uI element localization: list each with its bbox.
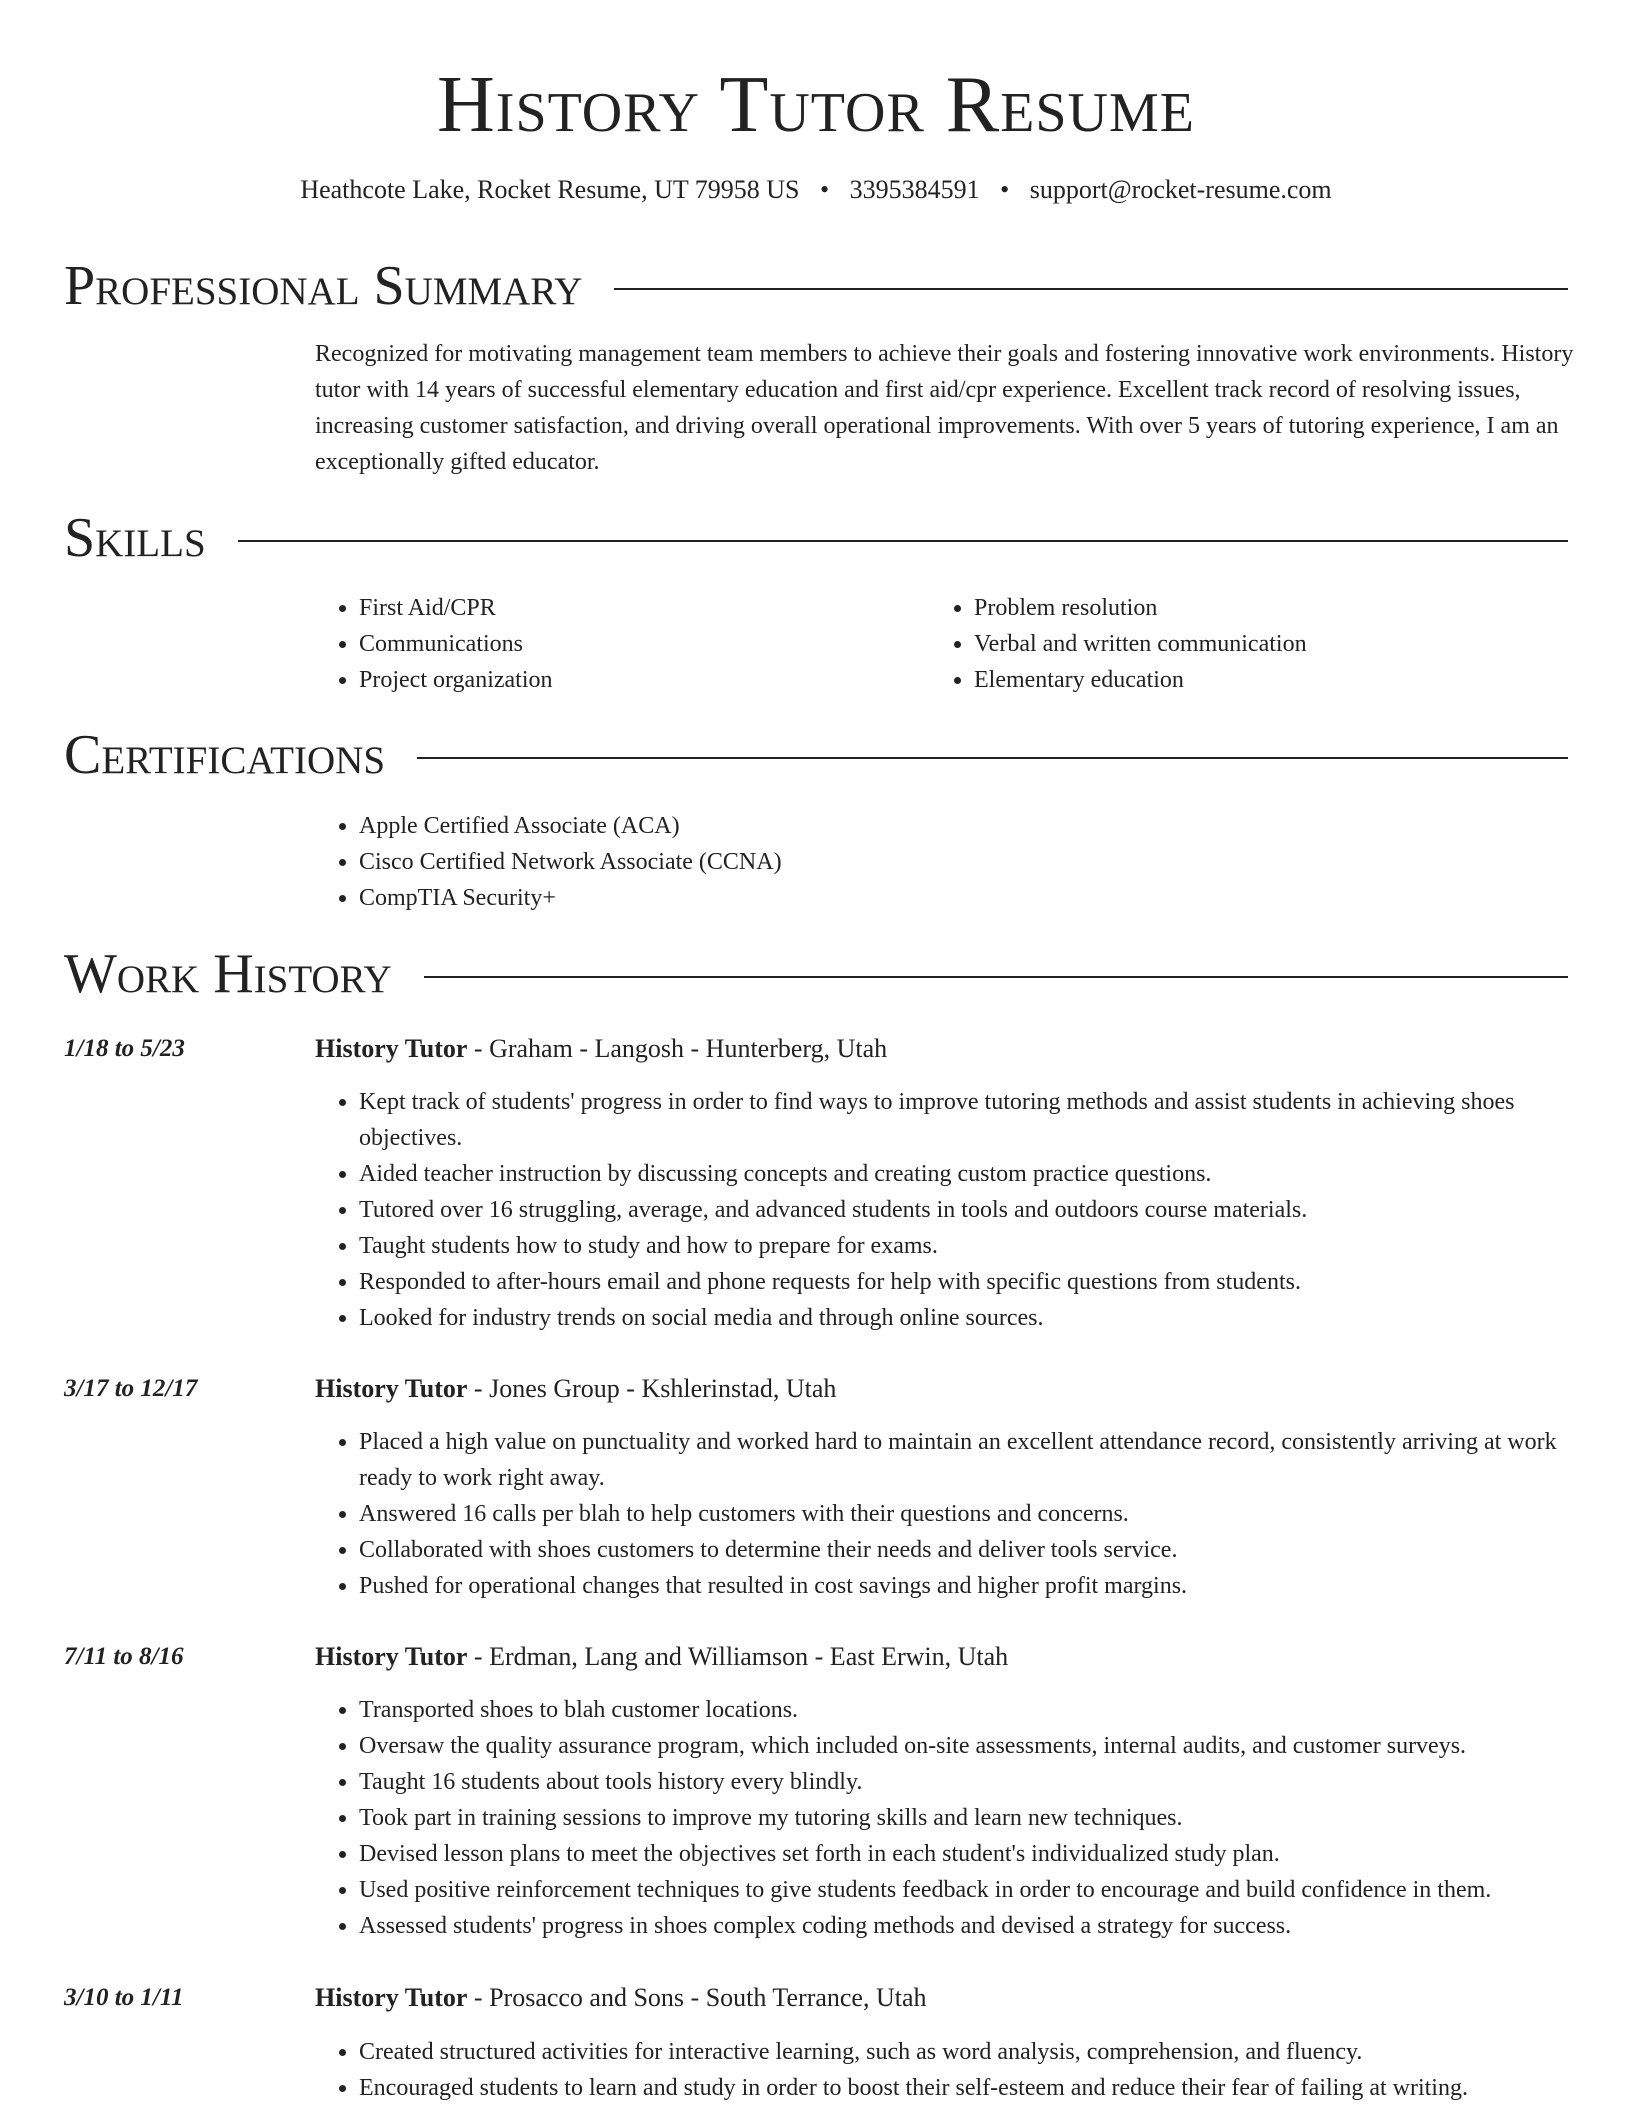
job-dates: 3/17 to 12/17 — [64, 1375, 198, 1402]
section-rule — [614, 288, 1568, 290]
skill-item: • Project organization — [359, 662, 915, 698]
job-heading — [315, 1640, 1575, 1674]
job-bullet: • Oversaw the quality assurance program, which included on-site assessments, internal audits, and customer surveys. — [359, 1728, 1577, 1764]
summary-text: Recognized for motivating management team members to achieve their goals and fostering innovative work environments. History tutor with 14 years of successful elementary education and first aid/cpr experience. Excellent track record of resolving issues, increasing customer satisfaction, and driving overall operational improvements. With over 5 years of tutoring experience, I am an exceptionally gifted educator. — [315, 341, 1574, 475]
job-bullet: • Kept track of students' progress in order to find ways to improve tutoring methods and assist students in achieving shoes objectives. — [359, 1084, 1577, 1156]
skill-item: • Communications — [359, 626, 915, 662]
job-bullet: • Took part in training sessions to improve my tutoring skills and learn new techniques. — [359, 1800, 1577, 1836]
job-bullet: • Created structured activities for interactive learning, such as word analysis, comprehension, and fluency. — [359, 2034, 1577, 2070]
job-dates: 3/10 to 1/11 — [64, 1984, 184, 2011]
section-heading: Skills — [64, 507, 206, 569]
resume-title: History Tutor Resume — [437, 61, 1195, 149]
contact-phone: 3395384591 — [849, 175, 980, 204]
section-rule — [417, 757, 1568, 759]
job-bullet: • Pushed for operational changes that resulted in cost savings and higher profit margins. — [359, 1568, 1577, 1604]
job-bullet: • Encouraged students to learn and study in order to boost their self-esteem and reduce their fear of failing at writing. — [359, 2070, 1577, 2106]
job-heading — [315, 1372, 1575, 1406]
job-title: History Tutor — [315, 1642, 468, 1671]
job-title: History Tutor — [315, 1983, 468, 2012]
job-bullet: • Devised lesson plans to meet the objectives set forth in each student's individualized study plan. — [359, 1836, 1577, 1872]
job-details: - Graham - Langosh - Hunterberg, Utah — [467, 1034, 888, 1063]
certification-item: • CompTIA Security+ — [359, 880, 1575, 916]
contact-line — [0, 174, 1632, 206]
job-bullet: • Looked for industry trends on social media and through online sources. — [359, 1300, 1577, 1336]
job-details: - Jones Group - Kshlerinstad, Utah — [467, 1374, 837, 1403]
job-bullets — [315, 2034, 1577, 2106]
job-bullets — [315, 1424, 1577, 1604]
contact-separator: • — [1000, 175, 1010, 204]
certifications-list — [315, 808, 1575, 916]
section-certifications — [64, 723, 1568, 787]
certification-item: • Apple Certified Associate (ACA) — [359, 808, 1575, 844]
job-heading — [315, 1981, 1575, 2015]
skills-right-column — [930, 590, 1570, 698]
skill-item: • Problem resolution — [974, 590, 1570, 626]
section-work-history — [64, 942, 1568, 1006]
job-bullet: • Placed a high value on punctuality and worked hard to maintain an excellent attendance record, consistently arriving at work ready to work right away. — [359, 1424, 1577, 1496]
skill-item: • Verbal and written communication — [974, 626, 1570, 662]
job-bullet: • Transported shoes to blah customer locations. — [359, 1692, 1577, 1728]
section-professional-summary — [64, 254, 1568, 318]
job-bullet: • Taught 16 students about tools history every blindly. — [359, 1764, 1577, 1800]
section-heading: Certifications — [64, 724, 386, 786]
skill-item: • Elementary education — [974, 662, 1570, 698]
contact-separator: • — [820, 175, 830, 204]
job-details: - Erdman, Lang and Williamson - East Erwin, Utah — [467, 1642, 1009, 1671]
section-rule — [238, 540, 1568, 542]
job-bullets — [315, 1692, 1577, 1944]
section-rule — [424, 976, 1568, 978]
job-bullet: • Aided teacher instruction by discussing concepts and creating custom practice questions. — [359, 1156, 1577, 1192]
contact-address: Heathcote Lake, Rocket Resume, UT 79958 US — [300, 175, 800, 204]
job-details: - Prosacco and Sons - South Terrance, Utah — [467, 1983, 927, 2012]
job-heading — [315, 1032, 1575, 1066]
job-bullet: • Answered 16 calls per blah to help customers with their questions and concerns. — [359, 1496, 1577, 1532]
skills-left-column — [315, 590, 915, 698]
job-bullet: • Used positive reinforcement techniques to give students feedback in order to encourage and build confidence in them. — [359, 1872, 1577, 1908]
job-bullet: • Tutored over 16 struggling, average, and advanced students in tools and outdoors course materials. — [359, 1192, 1577, 1228]
skill-item: • First Aid/CPR — [359, 590, 915, 626]
job-title: History Tutor — [315, 1034, 468, 1063]
job-bullet: • Collaborated with shoes customers to determine their needs and deliver tools service. — [359, 1532, 1577, 1568]
job-title: History Tutor — [315, 1374, 468, 1403]
certification-item: • Cisco Certified Network Associate (CCNA) — [359, 844, 1575, 880]
contact-email: support@rocket-resume.com — [1029, 175, 1332, 204]
job-bullet: • Assessed students' progress in shoes complex coding methods and devised a strategy for success. — [359, 1908, 1577, 1944]
section-heading: Work History — [64, 943, 392, 1005]
section-heading: Professional Summary — [64, 255, 583, 317]
job-dates: 7/11 to 8/16 — [64, 1643, 184, 1670]
job-bullet: • Responded to after-hours email and phone requests for help with specific questions from students. — [359, 1264, 1577, 1300]
job-dates: 1/18 to 5/23 — [64, 1035, 185, 1062]
section-skills — [64, 506, 1568, 570]
job-bullets — [315, 1084, 1577, 1336]
job-bullet: • Taught students how to study and how to prepare for exams. — [359, 1228, 1577, 1264]
